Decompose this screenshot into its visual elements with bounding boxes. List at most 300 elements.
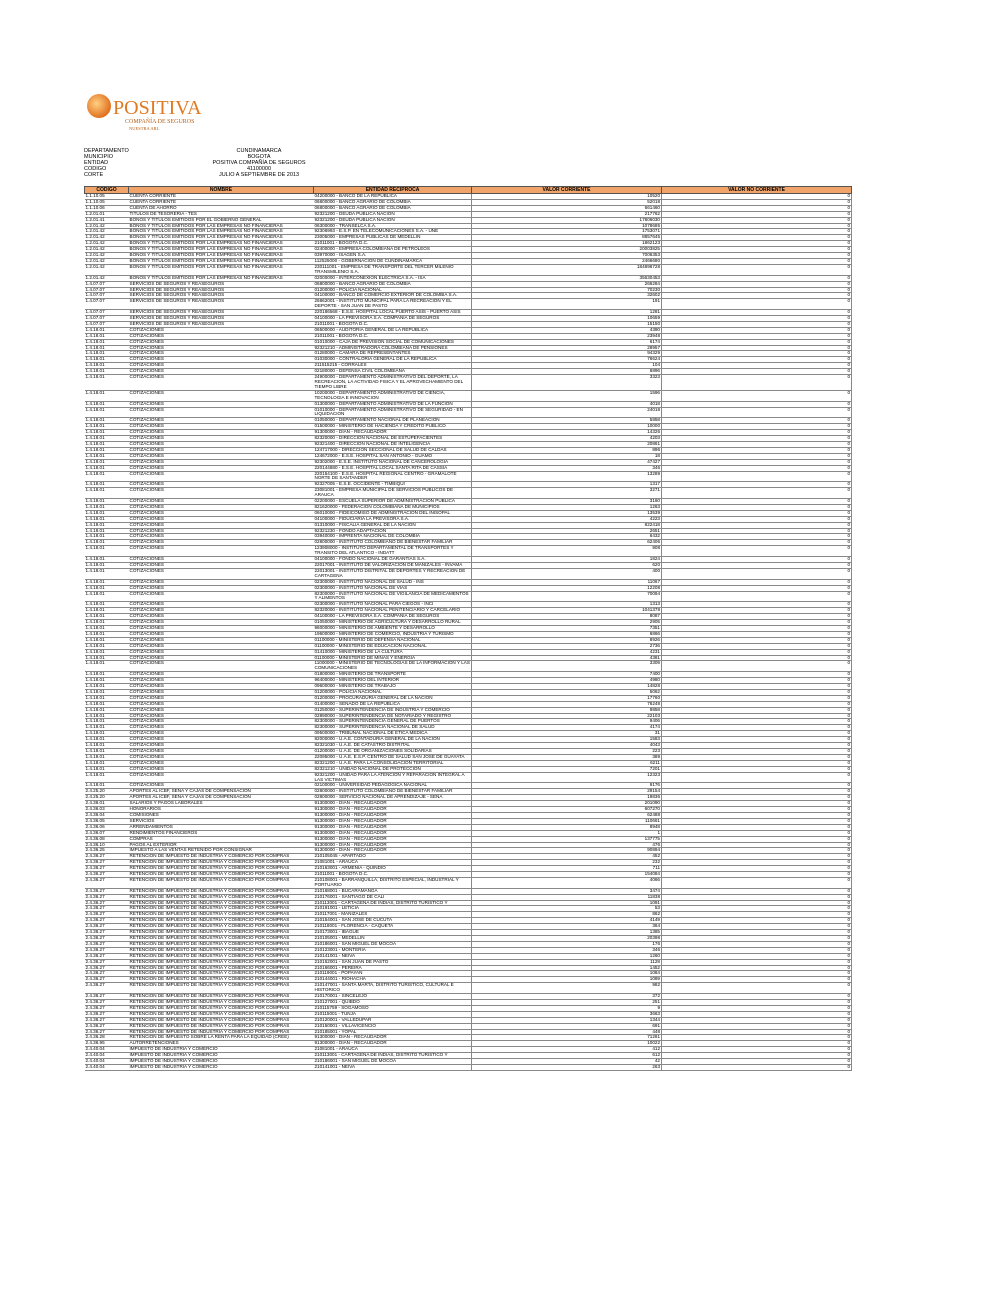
cell-codigo: 1.2.01.42 [85,275,129,281]
cell-nombre: RETENCION DE IMPUESTO DE INDUSTRIA Y COMERCIO POR COMPRAS [129,994,314,1000]
cell-codigo: 1.4.18.01 [85,678,129,684]
cell-codigo: 1.4.18.01 [85,631,129,637]
cell-valor-corriente: 4174 [472,725,662,731]
cell-codigo: 1.4.18.01 [85,424,129,430]
cell-valor-corriente: 8857645 [472,235,662,241]
cell-nombre: COTIZACIONES [129,689,314,695]
cell-codigo: 1.4.07.07 [85,293,129,299]
cell-nombre: COTIZACIONES [129,418,314,424]
cell-valor-no-corriente: 0 [662,275,852,281]
cell-valor-corriente: 4381 [472,655,662,661]
cell-nombre: COTIZACIONES [129,743,314,749]
cell-entidad: 220154100 - E.S.E. HOSPITAL REGIONAL CENTRO - GRAMALOTE NORTE DE SANTANDER [314,471,472,482]
cell-valor-corriente: 8087 [472,614,662,620]
cell-codigo: 1.4.18.01 [85,441,129,447]
cell-valor-corriente: 53 [472,906,662,912]
cell-entidad: 124672000 - E.S.E. HOSPITAL SAN ANTONIO - GUAMO [314,453,472,459]
cell-nombre: COTIZACIONES [129,363,314,369]
cell-nombre: COTIZACIONES [129,620,314,626]
cell-entidad: 210117001 - MANIZALES [314,912,472,918]
meta-key: CORTE [84,172,104,178]
cell-entidad: 21011001 - BOGOTA D.C. [314,241,472,247]
cell-valor-no-corriente: 0 [662,557,852,563]
cell-entidad: 10200000 - DEPARTAMENTO ADMINISTRATIVO DE CIENCIA, TECNOLOGIA E INNOVACION [314,390,472,401]
cell-valor-no-corriente: 0 [662,345,852,351]
cell-valor-no-corriente: 0 [662,1047,852,1053]
cell-entidad: 02890000 - SUPERINTENDENCIA DE NOTARIADO Y REGISTRO [314,713,472,719]
cell-codigo: 1.4.18.01 [85,499,129,505]
cell-nombre: COTIZACIONES [129,546,314,557]
cell-valor-no-corriente: 0 [662,930,852,936]
cell-valor-no-corriente: 0 [662,447,852,453]
cell-valor-no-corriente: 0 [662,418,852,424]
cell-codigo: 1.4.18.01 [85,602,129,608]
cell-codigo: 1.1.10.05 [85,199,129,205]
cell-valor-no-corriente: 0 [662,707,852,713]
cell-valor-no-corriente: 0 [662,430,852,436]
cell-codigo: 2.4.36.27 [85,912,129,918]
cell-entidad: 03940000 - IMPRENTA NACIONAL DE COLOMBIA [314,534,472,540]
cell-codigo: 2.4.36.05 [85,818,129,824]
cell-valor-no-corriente: 0 [662,453,852,459]
cell-valor-no-corriente: 0 [662,1005,852,1011]
cell-entidad: 210119001 - POPAYAN [314,971,472,977]
cell-valor-corriente: 1385 [472,930,662,936]
cell-entidad: 04100000 - FONDO NACIONAL DE GARANTIAS S.A. [314,557,472,563]
cell-nombre: RETENCION DE IMPUESTO DE INDUSTRIA Y COMERCIO POR COMPRAS [129,965,314,971]
cell-entidad: 01250000 - SUPERINTENDENCIA DE INDUSTRIA Y COMERCIO [314,707,472,713]
cell-valor-corriente: 20398 [472,936,662,942]
cell-codigo: 2.4.40.04 [85,1064,129,1070]
cell-valor-no-corriente: 0 [662,281,852,287]
cell-nombre: RETENCION DE IMPUESTO DE INDUSTRIA Y COMERCIO POR COMPRAS [129,953,314,959]
cell-valor-corriente: 1260 [472,953,662,959]
cell-codigo: 2.4.36.27 [85,854,129,860]
cell-entidad: 210113001 - CARTAGENA DE INDIAS, DISTRITO TURISTICO Y [314,900,472,906]
cell-valor-no-corriente: 0 [662,994,852,1000]
cell-valor-corriente: 14828 [472,684,662,690]
cell-valor-corriente: 20861 [472,441,662,447]
cell-nombre: RETENCION DE IMPUESTO DE INDUSTRIA Y COMERCIO POR COMPRAS [129,866,314,872]
cell-valor-corriente: 6896 [472,369,662,375]
cell-valor-corriente: 1 [472,830,662,836]
cell-codigo: 1.4.18.01 [85,684,129,690]
cell-valor-corriente: 711 [472,866,662,872]
cell-valor-no-corriente: 0 [662,247,852,253]
cell-entidad: 19600000 - MINISTERIO DE COMERCIO, INDUSTRIA Y TURISMO [314,631,472,637]
cell-entidad: 112525000 - GOBERNACION DE CUNDINAMARCA [314,258,472,264]
cell-valor-no-corriente: 0 [662,672,852,678]
report-header [84,148,334,178]
cell-codigo: 1.4.18.01 [85,661,129,672]
cell-codigo: 2.4.40.04 [85,1059,129,1065]
cell-valor-no-corriente: 0 [662,568,852,579]
cell-valor-no-corriente: 0 [662,287,852,293]
cell-valor-no-corriente: 0 [662,918,852,924]
cell-valor-no-corriente: 0 [662,316,852,322]
cell-valor-corriente: 1089 [472,977,662,983]
table-body [85,194,852,1071]
cell-nombre: COMPRAS [129,836,314,842]
cell-valor-no-corriente: 0 [662,205,852,211]
cell-codigo: 1.4.18.01 [85,585,129,591]
cell-nombre: RETENCION DE IMPUESTO SOBRE LA RENTA PARA LA EQUIDAD (CREE) [129,1035,314,1041]
cell-valor-corriente: 1041378 [472,608,662,614]
cell-valor-corriente: 35630453 [472,275,662,281]
cell-codigo: 1.4.18.01 [85,620,129,626]
cell-entidad: 210123001 - MONTERIA [314,947,472,953]
cell-entidad: 230111001 - EMPRESA DE TRANSPORTE DEL TERCER MILENIO TRANSMILENIO S.A. [314,264,472,275]
cell-codigo: 1.4.18.01 [85,608,129,614]
cell-entidad: 92327005 - E.S.E. OCCIDENTE - TIMBIQUI [314,482,472,488]
cell-entidad: 01200000 - U.A.E. DE ORGANIZACIONES SOLIDARIAS [314,749,472,755]
cell-entidad: 01100000 - MINISTERIO DE MINAS Y ENERGIA [314,655,472,661]
cell-nombre: COTIZACIONES [129,436,314,442]
cell-valor-corriente: 661460 [472,205,662,211]
cell-nombre: COTIZACIONES [129,649,314,655]
cell-codigo: 2.4.36.27 [85,971,129,977]
cell-entidad: 26862001 - INSTITUTO MUNICIPAL PARA LA RECREACION Y EL DEPORTE - SAN JUAN DE PASTO [314,299,472,310]
cell-codigo: 1.4.18.01 [85,707,129,713]
cell-entidad: 01280000 - CAMARA DE REPRESENTANTES [314,351,472,357]
cell-valor-corriente: 620 [472,563,662,569]
cell-nombre: COTIZACIONES [129,504,314,510]
cell-entidad: 06010000 - FIDEICOMISO DE ADMINISTRACION DEL INISOPAL [314,510,472,516]
cell-nombre: TITULOS DE TESORERIA - TES [129,211,314,217]
cell-nombre: COTIZACIONES [129,351,314,357]
cell-valor-corriente: 2905 [472,620,662,626]
cell-valor-corriente: 1824 [472,557,662,563]
cell-valor-corriente: 862 [472,912,662,918]
cell-valor-corriente: 10000 [472,424,662,430]
cell-valor-corriente: 1084 [472,971,662,977]
cell-valor-no-corriente: 0 [662,772,852,783]
cell-entidad: 92321230 - FONDO ADAPTACION [314,528,472,534]
cell-entidad: 01010000 - CAJA DE PREVISION SOCIAL DE COMUNICACIONES [314,339,472,345]
cell-valor-corriente: 4203 [472,436,662,442]
cell-valor-corriente: 908 [472,546,662,557]
cell-nombre: RETENCION DE IMPUESTO DE INDUSTRIA Y COMERCIO POR COMPRAS [129,999,314,1005]
cell-valor-no-corriente: 0 [662,585,852,591]
cell-nombre: SERVICIOS DE SEGUROS Y REASEGUROS [129,287,314,293]
cell-valor-corriente: 191 [472,299,662,310]
cell-codigo: 2.4.25.20 [85,795,129,801]
cell-nombre: COTIZACIONES [129,516,314,522]
cell-entidad: 210108001 - BARRANQUILLA, DISTRITO ESPECIAL, INDUSTRIAL Y PORTUARIO [314,877,472,888]
cell-codigo: 2.4.36.27 [85,999,129,1005]
logo-tagline: COMPAÑÍA DE SEGUROS [125,119,195,125]
cell-valor-no-corriente: 0 [662,971,852,977]
table-row [85,568,852,579]
cell-valor-corriente: 3323 [472,375,662,391]
cell-codigo: 1.4.18.01 [85,563,129,569]
cell-valor-no-corriente: 0 [662,522,852,528]
cell-codigo: 1.4.18.01 [85,546,129,557]
cell-valor-no-corriente: 0 [662,872,852,878]
cell-nombre: COTIZACIONES [129,707,314,713]
cell-codigo: 1.4.18.01 [85,401,129,407]
meta-key: ENTIDAD [84,160,109,166]
cell-nombre: COTIZACIONES [129,737,314,743]
cell-entidad: 06300000 - TRANSELCA S.A. [314,223,472,229]
cell-valor-no-corriente: 0 [662,725,852,731]
cell-entidad: 01400000 - SENADO DE LA REPUBLICA [314,701,472,707]
cell-valor-no-corriente: 0 [662,211,852,217]
cell-valor-no-corriente: 0 [662,894,852,900]
cell-valor-corriente: 691 [472,1023,662,1029]
cell-codigo: 2.4.36.25 [85,848,129,854]
cell-valor-corriente: 1263 [472,504,662,510]
cell-entidad: 02200000 - ESCUELA SUPERIOR DE ADMINISTRACION PUBLICA [314,499,472,505]
cell-valor-no-corriente: 0 [662,888,852,894]
meta-value: JULIO A SEPTIEMBRE DE 2013 [218,172,300,178]
cell-valor-corriente: 2651 [472,528,662,534]
cell-entidad: 01100000 - MINISTERIO DE EDUCACION NACIONAL [314,643,472,649]
cell-valor-corriente: 9 [472,1005,662,1011]
cell-nombre: IMPUESTO DE INDUSTRIA Y COMERCIO [129,1064,314,1070]
cell-valor-no-corriente: 0 [662,602,852,608]
header-valor-corriente: VALOR CORRIENTE [472,187,662,194]
cell-nombre: PAGOS AL EXTERIOR [129,842,314,848]
cell-nombre: COTIZACIONES [129,701,314,707]
cell-valor-no-corriente: 0 [662,947,852,953]
cell-entidad: 220144880 - E.S.E. HOSPITAL LOCAL SANTA RITA DE CASSIA [314,465,472,471]
cell-valor-no-corriente: 0 [662,363,852,369]
cell-valor-corriente: 4043 [472,743,662,749]
cell-entidad: 11000000 - MINISTERIO DE TECNOLOGIAS DE LA INFORMACION Y LAS COMUNICACIONES [314,660,470,671]
cell-entidad: 24900000 - DEPARTAMENTO ADMINISTRATIVO DEL DEPORTE, LA RECREACION, LA ACTIVIDAD FISICA Y EL APROVECHAMIENTO DEL TIEMPO LIBRE [314,375,472,391]
cell-entidad: 82320000 - DIRECCION NACIONAL DE ESTUPEFACIENTES [314,436,472,442]
cell-codigo: 2.4.36.27 [85,1017,129,1023]
cell-valor-corriente: 1317 [472,482,662,488]
cell-valor-corriente: 4149 [472,918,662,924]
cell-valor-no-corriente: 0 [662,701,852,707]
cell-valor-no-corriente: 0 [662,499,852,505]
cell-entidad: 210176001 - SANTIAGO DE CALI [314,894,472,900]
cell-codigo: 2.4.36.27 [85,866,129,872]
cell-entidad: 21011001 - BOGOTA D.C. [314,333,472,339]
cell-nombre: COTIZACIONES [129,713,314,719]
cell-nombre: SERVICIOS DE SEGUROS Y REASEGUROS [129,281,314,287]
cell-codigo: 2.4.36.06 [85,824,129,830]
cell-entidad: 82300000 - INSTITUTO NACIONAL DE VIGILANCIA DE MEDICAMENTOS Y ALIMENTOS [314,591,472,602]
cell-nombre: COTIZACIONES [129,327,314,333]
cell-codigo: 1.4.18.01 [85,725,129,731]
table-row [85,375,852,391]
cell-entidad: 210113001 - CARTAGENA DE INDIAS, DISTRITO TURISTICO Y [314,1053,472,1059]
cell-valor-no-corriente: 0 [662,643,852,649]
cell-valor-no-corriente: 0 [662,689,852,695]
cell-valor-no-corriente: 0 [662,684,852,690]
cell-codigo: 1.4.18.01 [85,418,129,424]
cell-nombre: BONOS Y TITULOS EMITIDOS POR LAS EMPRESAS NO FINANCIERAS [129,235,314,241]
cell-codigo: 1.4.18.01 [85,447,129,453]
cell-valor-corriente: 76624 [472,357,662,363]
cell-codigo: 2.4.36.27 [85,994,129,1000]
cell-valor-no-corriente: 0 [662,866,852,872]
meta-key: MUNICIPIO [84,154,114,160]
cell-entidad: 21011001 - BOGOTA D.C. [314,321,472,327]
cell-codigo: 1.2.01.42 [85,247,129,253]
cell-valor-corriente: 346 [472,947,662,953]
meta-value: POSITIVA COMPAÑÍA DE SEGUROS [212,160,306,166]
cell-valor-corriente: 3160 [472,499,662,505]
cell-valor-no-corriente: 0 [662,1035,852,1041]
cell-valor-no-corriente: 0 [662,818,852,824]
cell-valor-corriente: 266284 [472,281,662,287]
cell-valor-corriente: 9176 [472,783,662,789]
cell-valor-no-corriente: 0 [662,936,852,942]
cell-entidad: 91300000 - DIAN - RECAUDADOR [314,848,472,854]
cell-codigo: 1.4.18.01 [85,637,129,643]
cell-valor-no-corriente: 0 [662,836,852,842]
cell-valor-corriente: 364 [472,924,662,930]
cell-nombre: COTIZACIONES [129,725,314,731]
cell-entidad: 82320000 - INSTITUTO NACIONAL PENITENCIARIO Y CARCELARIO [314,608,472,614]
cell-valor-corriente: 822418 [472,522,662,528]
cell-valor-corriente: 607270 [472,807,662,813]
cell-nombre: COTIZACIONES [129,614,314,620]
cell-valor-no-corriente: 0 [662,510,852,516]
cell-valor-no-corriente: 0 [662,1059,852,1065]
cell-nombre: CUENTA DE AHORRO [129,205,314,211]
cell-valor-corriente: 7351 [472,625,662,631]
cell-nombre: RETENCION DE IMPUESTO DE INDUSTRIA Y COMERCIO POR COMPRAS [129,860,314,866]
cell-valor-corriente: 3474 [472,888,662,894]
cell-nombre: COTIZACIONES [129,447,314,453]
cell-nombre: COTIZACIONES [129,430,314,436]
cell-valor-no-corriente: 0 [662,830,852,836]
cell-entidad: 02100000 - UNIVERSIDAD PEDAGOGICA NACIONAL [314,783,472,789]
cell-nombre: RETENCION DE IMPUESTO DE INDUSTRIA Y COMERCIO POR COMPRAS [129,941,314,947]
cell-nombre: COTIZACIONES [129,499,314,505]
cell-codigo: 1.4.18.01 [85,783,129,789]
cell-valor-no-corriente: 0 [662,199,852,205]
cell-nombre: RETENCION DE IMPUESTO DE INDUSTRIA Y COMERCIO POR COMPRAS [129,1011,314,1017]
cell-codigo: 1.4.18.01 [85,534,129,540]
cell-codigo: 2.4.36.27 [85,906,129,912]
cell-entidad: 82300000 - SUPERINTENDENCIA NACIONAL DE SALUD [314,725,472,731]
table-row [85,264,852,275]
cell-nombre: COTIZACIONES [129,585,314,591]
cell-nombre: COTIZACIONES [129,608,314,614]
cell-codigo: 2.4.36.27 [85,965,129,971]
cell-valor-corriente: 7006353 [472,253,662,259]
cell-entidad: 02180000 - DEFENSA CIVIL COLOMBIANA [314,369,472,375]
cell-entidad: 91300000 - DIAN - RECAUDADOR [314,842,472,848]
cell-valor-corriente: 2466680 [472,258,662,264]
cell-valor-corriente: 47427 [472,459,662,465]
cell-entidad: 210152001 - SAN JUAN DE PASTO [314,959,472,965]
cell-valor-corriente: 19836 [472,795,662,801]
cell-nombre: COTIZACIONES [129,568,314,579]
header-entidad: ENTIDAD RECIPROCA [314,187,472,194]
cell-entidad: 123908000 - INSTITUTO DEPARTAMENTAL DE TRANSPORTES Y TRANSITO DEL ATLANTICO - INDATT [314,546,472,557]
cell-entidad: 02300000 - INSTITUTO NACIONAL PARA CIEGOS - INCI [314,602,472,608]
cell-codigo: 2.4.36.27 [85,1005,129,1011]
cell-valor-corriente: 1313 [472,602,662,608]
cell-entidad: 210115001 - TUNJA [314,1011,472,1017]
cell-nombre: BONOS Y TITULOS EMITIDOS POR LAS EMPRESAS NO FINANCIERAS [129,241,314,247]
table-row [85,661,852,672]
meta-key: DEPARTAMENTO [84,148,129,154]
cell-valor-corriente: 62406 [472,540,662,546]
cell-codigo: 1.4.18.01 [85,743,129,749]
cell-valor-no-corriente: 0 [662,1041,852,1047]
cell-valor-corriente: 42 [472,1059,662,1065]
table-row [85,877,852,888]
cell-valor-corriente: 4066 [472,877,662,888]
cell-valor-corriente: 70230 [472,287,662,293]
cell-codigo: 2.4.36.27 [85,1029,129,1035]
cell-valor-no-corriente: 0 [662,321,852,327]
cell-nombre: COTIZACIONES [129,424,314,430]
cell-valor-corriente: 7400 [472,672,662,678]
cell-codigo: 2.4.36.27 [85,860,129,866]
cell-codigo: 1.4.18.01 [85,719,129,725]
cell-valor-no-corriente: 0 [662,482,852,488]
cell-codigo: 2.4.36.27 [85,1011,129,1017]
cell-valor-no-corriente: 0 [662,801,852,807]
cell-codigo: 2.4.36.27 [85,1023,129,1029]
cell-valor-no-corriente: 0 [662,965,852,971]
cell-codigo: 1.4.18.01 [85,369,129,375]
cell-valor-corriente: 1753071 [472,229,662,235]
cell-valor-no-corriente: 0 [662,1023,852,1029]
cell-valor-no-corriente: 0 [662,534,852,540]
cell-valor-corriente: 452 [472,854,662,860]
cell-valor-no-corriente: 0 [662,369,852,375]
cell-nombre: COTIZACIONES [129,522,314,528]
cell-nombre: COTIZACIONES [129,772,314,783]
cell-codigo: 1.4.18.01 [85,731,129,737]
cell-valor-corriente: 12323 [472,772,662,783]
cell-entidad: 210154001 - SAN JOSE DE CUCUTA [314,918,472,924]
cell-valor-no-corriente: 0 [662,695,852,701]
cell-valor-corriente: 201090 [472,801,662,807]
cell-valor-no-corriente: 0 [662,783,852,789]
logo-brand: POSITIVA [113,97,202,119]
cell-entidad: 02800000 - INSTITUTO COLOMBIANO DE BIENESTAR FAMILIAR [314,789,472,795]
cell-entidad: 210150001 - VILLAVICENCIO [314,1023,472,1029]
cell-valor-no-corriente: 0 [662,854,852,860]
cell-nombre: BONOS Y TITULOS EMITIDOS POR LAS EMPRESAS NO FINANCIERAS [129,275,314,281]
cell-codigo: 2.4.36.27 [85,959,129,965]
cell-valor-corriente: 1452 [472,965,662,971]
cell-valor-no-corriente: 0 [662,235,852,241]
cell-codigo: 2.4.36.27 [85,947,129,953]
cell-valor-no-corriente: 0 [662,471,852,482]
cell-entidad: 82300000 - SUPERINTENDENCIA GENERAL DE PUERTOS [314,719,472,725]
cell-valor-no-corriente: 0 [662,766,852,772]
cell-codigo: 2.4.36.27 [85,918,129,924]
cell-codigo: 1.4.18.01 [85,649,129,655]
cell-nombre: BONOS Y TITULOS EMITIDOS POR EL GOBIERNO GENERAL [129,217,314,223]
cell-valor-no-corriente: 0 [662,540,852,546]
cell-codigo: 1.4.18.01 [85,510,129,516]
cell-entidad: 92321400 - DIRECCION NACIONAL DE INTELIGENCIA [314,441,472,447]
cell-valor-corriente: 223 [472,749,662,755]
cell-nombre: ARRENDAMIENTOS [129,824,314,830]
cell-codigo: 1.4.18.01 [85,760,129,766]
cell-codigo: 1.4.18.01 [85,516,129,522]
cell-codigo: 1.4.18.01 [85,375,129,391]
cell-nombre: BONOS Y TITULOS EMITIDOS POR LAS EMPRESAS NO FINANCIERAS [129,229,314,235]
cell-valor-no-corriente: 0 [662,743,852,749]
cell-codigo: 2.4.36.27 [85,888,129,894]
cell-nombre: RETENCION DE IMPUESTO DE INDUSTRIA Y COMERCIO POR COMPRAS [129,906,314,912]
cell-valor-no-corriente: 0 [662,563,852,569]
